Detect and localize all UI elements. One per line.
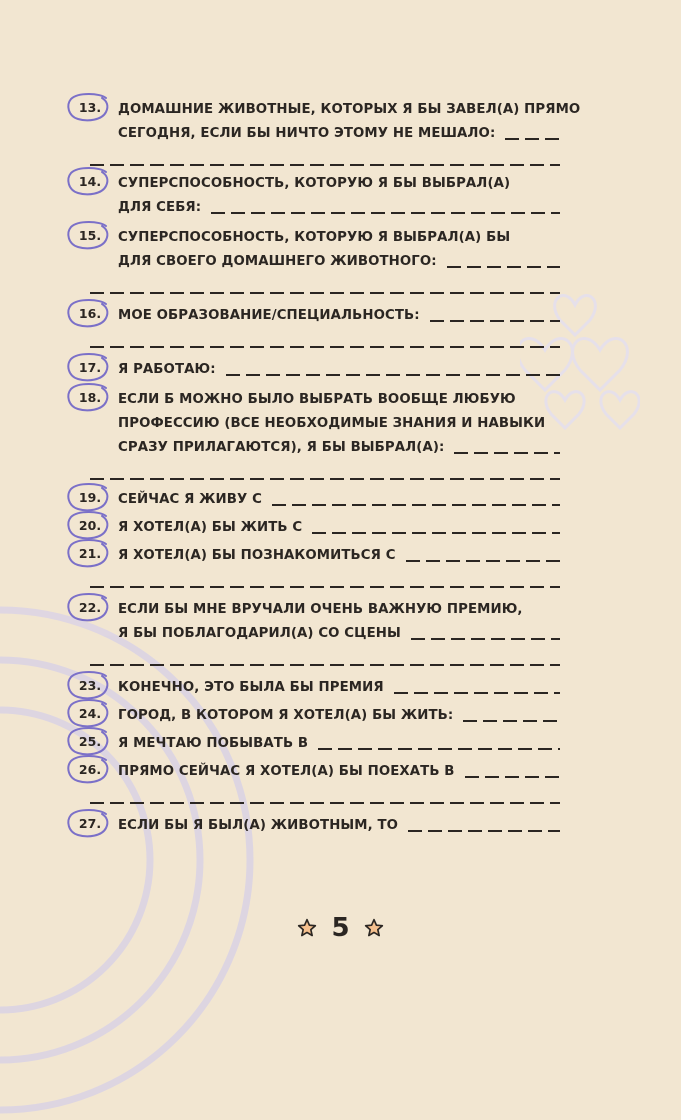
page-number: 5 xyxy=(331,913,350,943)
question-text: Я БЫ ПОБЛАГОДАРИЛ(А) СО СЦЕНЫ xyxy=(118,626,401,641)
question-text-line xyxy=(118,814,560,838)
question-number-label: 14. xyxy=(78,173,102,189)
star-icon xyxy=(364,918,384,938)
question-item xyxy=(70,172,560,220)
answer-blank[interactable] xyxy=(211,212,560,214)
answer-blank[interactable] xyxy=(272,504,560,506)
answer-blank[interactable] xyxy=(406,560,560,562)
question-text-line xyxy=(118,304,560,328)
question-text-line xyxy=(118,760,560,784)
question-text-line xyxy=(118,704,560,728)
question-text: КОНЕЧНО, ЭТО БЫЛА БЫ ПРЕМИЯ xyxy=(118,680,384,695)
question-number xyxy=(70,594,110,620)
question-text-line xyxy=(118,98,581,122)
question-text: ЕСЛИ БЫ Я БЫЛ(А) ЖИВОТНЫМ, ТО xyxy=(118,818,399,833)
question-text-line xyxy=(118,516,560,540)
question-number-label: 16. xyxy=(78,305,102,321)
question-text: СРАЗУ ПРИЛАГАЮТСЯ), Я БЫ ВЫБРАЛ(А): xyxy=(118,440,445,455)
question-item xyxy=(70,598,560,646)
question-item xyxy=(70,98,581,146)
answer-blank[interactable] xyxy=(463,720,560,722)
question-number-label: 25. xyxy=(78,733,102,749)
question-number xyxy=(70,168,110,194)
question-number xyxy=(70,672,110,698)
question-item xyxy=(70,760,560,784)
question-number-label: 27. xyxy=(78,815,102,831)
question-text-line xyxy=(118,488,560,512)
question-item xyxy=(70,488,560,512)
answer-blank-line[interactable] xyxy=(90,164,560,166)
question-number-label: 21. xyxy=(78,545,102,561)
question-item xyxy=(70,388,560,460)
question-text: СУПЕРСПОСОБНОСТЬ, КОТОРУЮ Я ВЫБРАЛ(А) БЫ xyxy=(118,230,511,245)
question-text: СЕЙЧАС Я ЖИВУ С xyxy=(118,492,262,507)
question-text: МОЕ ОБРАЗОВАНИЕ/СПЕЦИАЛЬНОСТЬ: xyxy=(118,308,420,323)
answer-blank-line[interactable] xyxy=(90,586,560,588)
answer-blank[interactable] xyxy=(226,374,560,376)
question-item xyxy=(70,704,560,728)
question-text: СЕГОДНЯ, ЕСЛИ БЫ НИЧТО ЭТОМУ НЕ МЕШАЛО: xyxy=(118,126,496,141)
question-number-label: 18. xyxy=(78,389,102,405)
question-text: ПРОФЕССИЮ (ВСЕ НЕОБХОДИМЫЕ ЗНАНИЯ И НАВЫКИ xyxy=(118,416,546,431)
question-number-label: 24. xyxy=(78,705,102,721)
question-item xyxy=(70,544,560,568)
question-text-line xyxy=(118,598,560,622)
question-text: ЕСЛИ БЫ МНЕ ВРУЧАЛИ ОЧЕНЬ ВАЖНУЮ ПРЕМИЮ, xyxy=(118,602,523,617)
question-text: ЕСЛИ Б МОЖНО БЫЛО ВЫБРАТЬ ВООБЩЕ ЛЮБУЮ xyxy=(118,392,516,407)
question-number-label: 13. xyxy=(78,99,102,115)
question-text-line xyxy=(118,544,560,568)
answer-blank[interactable] xyxy=(318,748,560,750)
question-text-line xyxy=(118,676,560,700)
question-text: СУПЕРСПОСОБНОСТЬ, КОТОРУЮ Я БЫ ВЫБРАЛ(А) xyxy=(118,176,511,191)
question-item xyxy=(70,676,560,700)
question-number xyxy=(70,728,110,754)
question-text: ДОМАШНИЕ ЖИВОТНЫЕ, КОТОРЫХ Я БЫ ЗАВЕЛ(А) ПРЯМО xyxy=(118,102,581,117)
answer-blank[interactable] xyxy=(447,266,560,268)
question-item xyxy=(70,226,560,274)
question-text: Я МЕЧТАЮ ПОБЫВАТЬ В xyxy=(118,736,309,751)
question-text-line xyxy=(118,358,560,382)
answer-blank[interactable] xyxy=(312,532,560,534)
question-text: ПРЯМО СЕЙЧАС Я ХОТЕЛ(А) БЫ ПОЕХАТЬ В xyxy=(118,764,455,779)
question-number xyxy=(70,484,110,510)
question-text-line xyxy=(118,122,560,146)
question-number xyxy=(70,512,110,538)
question-number xyxy=(70,222,110,248)
question-text: Я ХОТЕЛ(А) БЫ ПОЗНАКОМИТЬСЯ С xyxy=(118,548,396,563)
question-text-line xyxy=(118,226,560,250)
answer-blank[interactable] xyxy=(430,320,560,322)
question-item xyxy=(70,358,560,382)
answer-blank-line[interactable] xyxy=(90,802,560,804)
star-icon xyxy=(297,918,317,938)
question-number-label: 15. xyxy=(78,227,102,243)
question-number xyxy=(70,300,110,326)
answer-blank-line[interactable] xyxy=(90,346,560,348)
question-text-line xyxy=(118,732,560,756)
question-number-label: 17. xyxy=(78,359,102,375)
question-number xyxy=(70,810,110,836)
question-text-line xyxy=(118,388,560,412)
answer-blank[interactable] xyxy=(408,830,560,832)
question-text: ДЛЯ СЕБЯ: xyxy=(118,200,202,215)
question-text: Я ХОТЕЛ(А) БЫ ЖИТЬ С xyxy=(118,520,303,535)
question-text-line xyxy=(118,412,560,436)
question-number xyxy=(70,700,110,726)
question-text: ГОРОД, В КОТОРОМ Я ХОТЕЛ(А) БЫ ЖИТЬ: xyxy=(118,708,454,723)
question-text-line xyxy=(118,622,560,646)
question-number-label: 19. xyxy=(78,489,102,505)
answer-blank[interactable] xyxy=(454,452,560,454)
question-item xyxy=(70,304,560,328)
question-text-line xyxy=(118,250,560,274)
question-number-label: 22. xyxy=(78,599,102,615)
question-number xyxy=(70,540,110,566)
answer-blank-line[interactable] xyxy=(90,664,560,666)
question-number xyxy=(70,384,110,410)
answer-blank[interactable] xyxy=(394,692,560,694)
answer-blank[interactable] xyxy=(411,638,560,640)
answer-blank-line[interactable] xyxy=(90,292,560,294)
question-number-label: 26. xyxy=(78,761,102,777)
question-text: ДЛЯ СВОЕГО ДОМАШНЕГО ЖИВОТНОГО: xyxy=(118,254,437,269)
answer-blank[interactable] xyxy=(505,138,560,140)
question-text: Я РАБОТАЮ: xyxy=(118,362,216,377)
question-item xyxy=(70,516,560,540)
question-text-line xyxy=(118,436,560,460)
question-item xyxy=(70,732,560,756)
question-number-label: 23. xyxy=(78,677,102,693)
question-number xyxy=(70,354,110,380)
question-number xyxy=(70,94,110,120)
question-text-line xyxy=(118,196,560,220)
answer-blank-line[interactable] xyxy=(90,478,560,480)
answer-blank[interactable] xyxy=(465,776,560,778)
question-text-line xyxy=(118,172,560,196)
question-item xyxy=(70,814,560,838)
page-footer xyxy=(0,913,681,943)
question-number xyxy=(70,756,110,782)
questionnaire xyxy=(70,98,581,838)
question-number-label: 20. xyxy=(78,517,102,533)
